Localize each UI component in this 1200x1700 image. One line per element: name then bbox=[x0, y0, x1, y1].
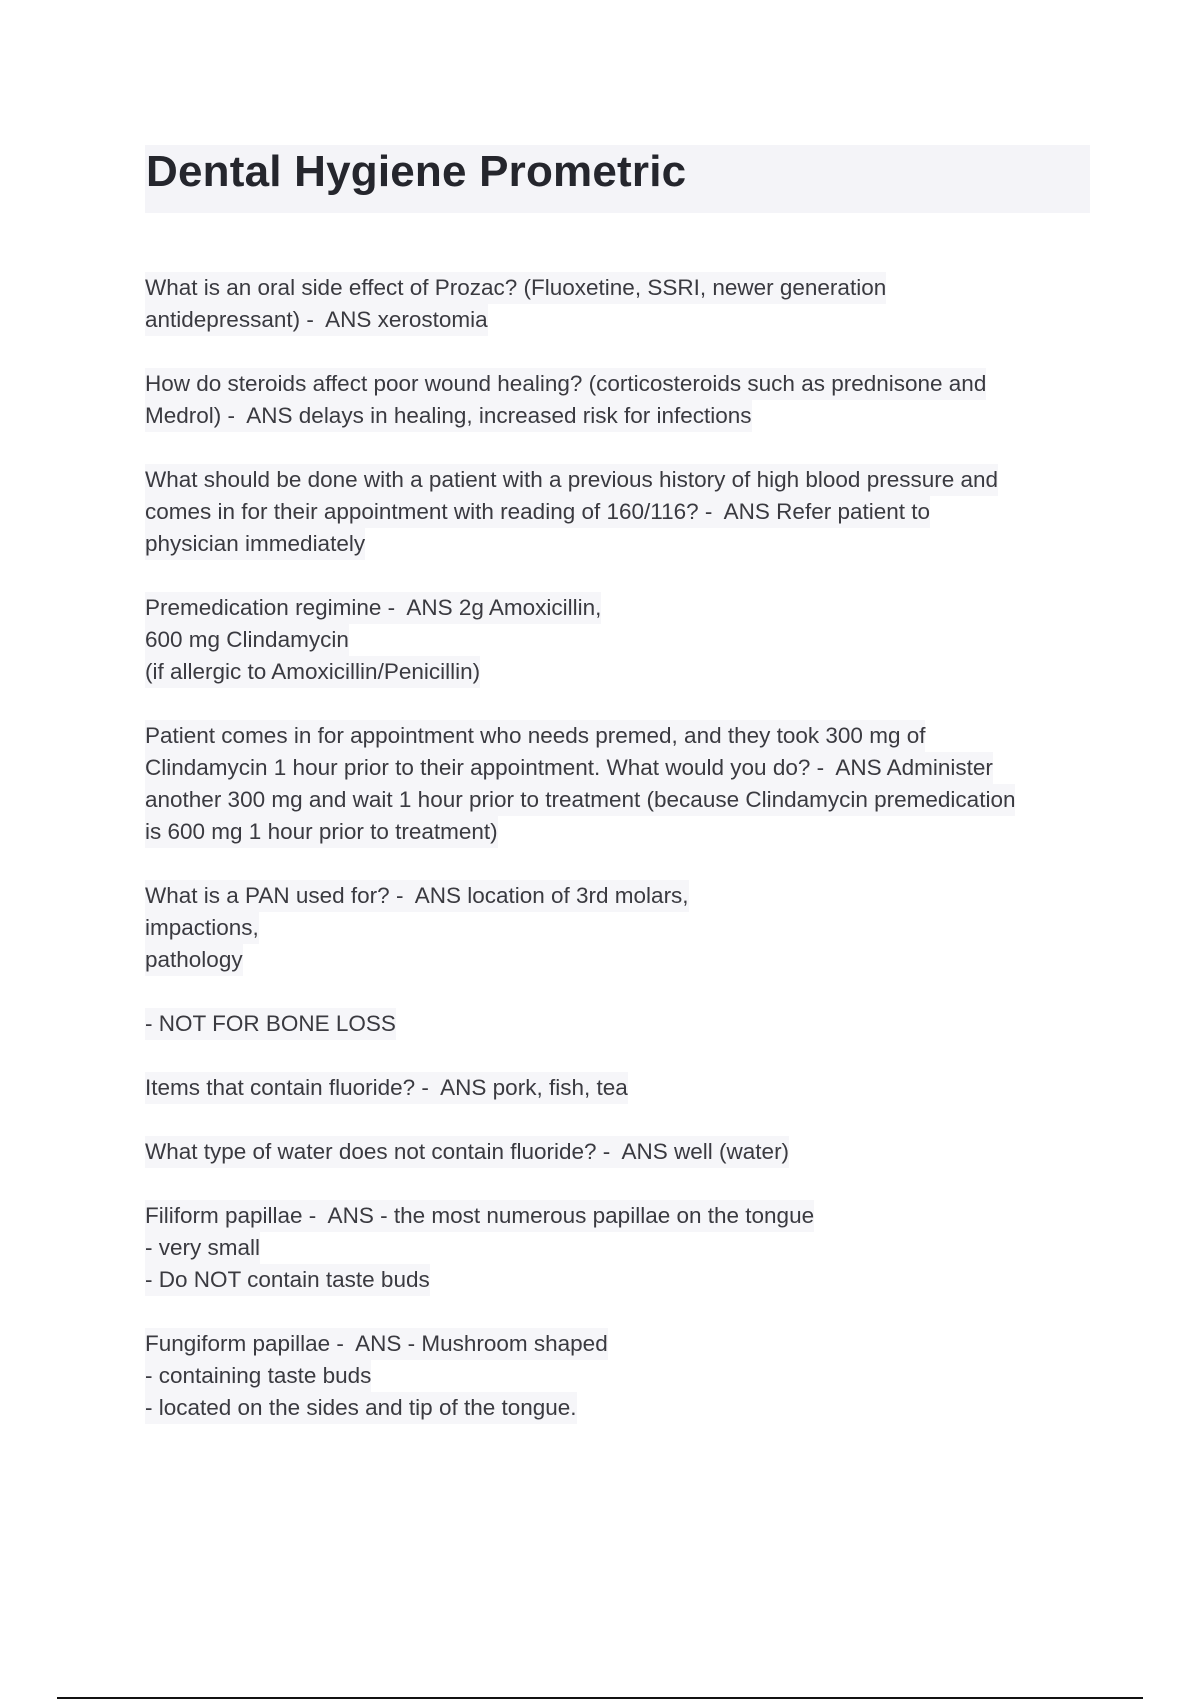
qa-line: What type of water does not contain fluoride? - ANS well (water) bbox=[145, 1136, 789, 1168]
qa-line: Medrol) - ANS delays in healing, increased risk for infections bbox=[145, 400, 752, 432]
qa-line: impactions, bbox=[145, 912, 259, 944]
qa-line: (if allergic to Amoxicillin/Penicillin) bbox=[145, 656, 480, 688]
qa-line: physician immediately bbox=[145, 528, 365, 560]
qa-line: - containing taste buds bbox=[145, 1360, 371, 1392]
qa-line: Filiform papillae - ANS - the most numerous papillae on the tongue bbox=[145, 1200, 814, 1232]
qa-item bbox=[145, 1008, 1085, 1040]
qa-line: pathology bbox=[145, 944, 243, 976]
qa-line: - very small bbox=[145, 1232, 260, 1264]
qa-line: is 600 mg 1 hour prior to treatment) bbox=[145, 816, 498, 848]
qa-item bbox=[145, 720, 1085, 848]
qa-line: - Do NOT contain taste buds bbox=[145, 1264, 430, 1296]
qa-item bbox=[145, 368, 1085, 432]
qa-line: Clindamycin 1 hour prior to their appointment. What would you do? - ANS Administer bbox=[145, 752, 993, 784]
qa-line: Premedication regimine - ANS 2g Amoxicillin, bbox=[145, 592, 601, 624]
qa-list bbox=[145, 272, 1085, 1456]
qa-item bbox=[145, 592, 1085, 688]
page-title: Dental Hygiene Prometric bbox=[145, 145, 1090, 213]
qa-item bbox=[145, 272, 1085, 336]
qa-line: How do steroids affect poor wound healing? (corticosteroids such as prednisone and bbox=[145, 368, 986, 400]
qa-line: What should be done with a patient with a previous history of high blood pressure and bbox=[145, 464, 998, 496]
qa-line: another 300 mg and wait 1 hour prior to treatment (because Clindamycin premedication bbox=[145, 784, 1015, 816]
qa-line: 600 mg Clindamycin bbox=[145, 624, 349, 656]
qa-item bbox=[145, 1136, 1085, 1168]
qa-line: Patient comes in for appointment who needs premed, and they took 300 mg of bbox=[145, 720, 925, 752]
qa-line: What is an oral side effect of Prozac? (Fluoxetine, SSRI, newer generation bbox=[145, 272, 886, 304]
qa-item bbox=[145, 1328, 1085, 1424]
qa-item bbox=[145, 1200, 1085, 1296]
qa-item bbox=[145, 1072, 1085, 1104]
footer-divider bbox=[57, 1697, 1143, 1699]
qa-item bbox=[145, 880, 1085, 976]
qa-line: comes in for their appointment with reading of 160/116? - ANS Refer patient to bbox=[145, 496, 930, 528]
qa-line: Items that contain fluoride? - ANS pork, fish, tea bbox=[145, 1072, 628, 1104]
qa-line: What is a PAN used for? - ANS location of 3rd molars, bbox=[145, 880, 689, 912]
qa-line: - NOT FOR BONE LOSS bbox=[145, 1008, 396, 1040]
qa-item bbox=[145, 464, 1085, 560]
qa-line: Fungiform papillae - ANS - Mushroom shaped bbox=[145, 1328, 608, 1360]
qa-line: antidepressant) - ANS xerostomia bbox=[145, 304, 488, 336]
qa-line: - located on the sides and tip of the tongue. bbox=[145, 1392, 577, 1424]
